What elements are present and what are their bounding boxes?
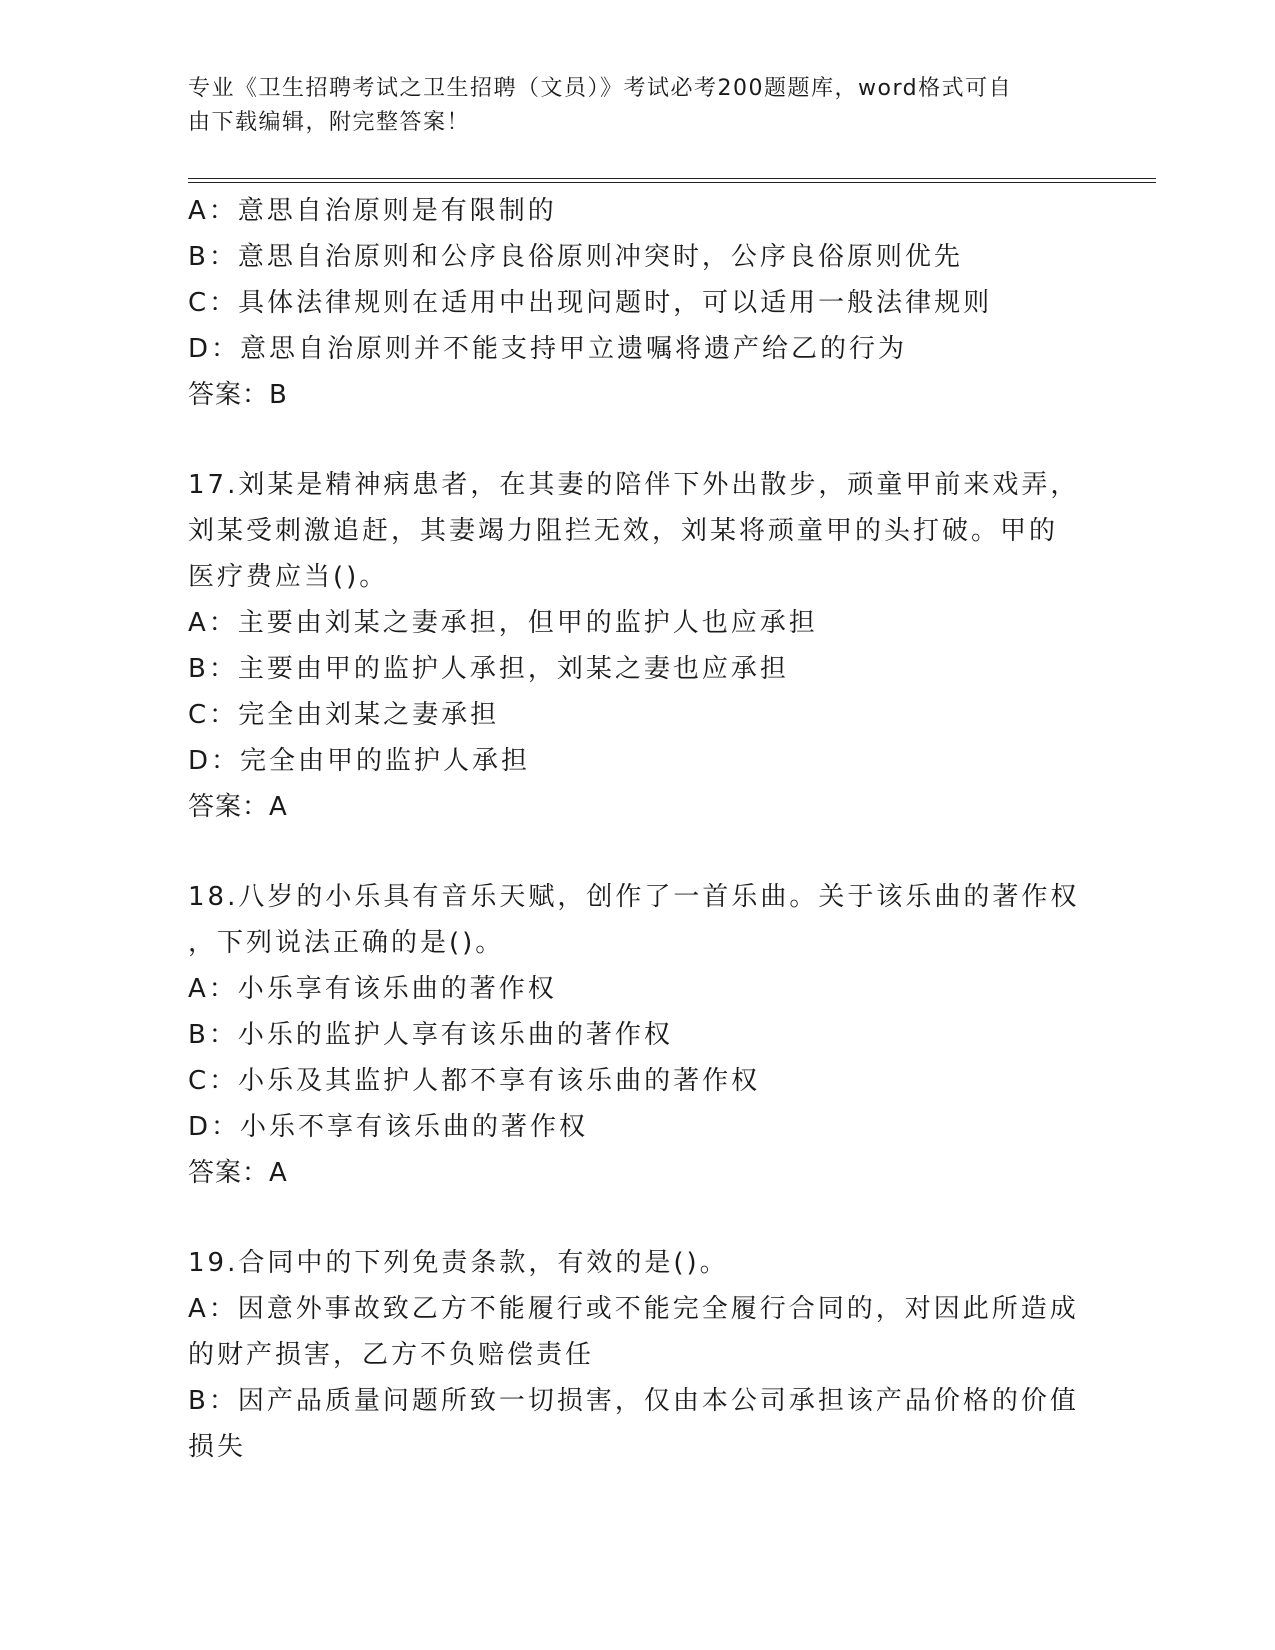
spacer [188,418,1088,462]
document-header [188,72,1068,140]
option-c: C：小乐及其监护人都不享有该乐曲的著作权 [188,1066,761,1096]
option-b: B：意思自治原则和公序良俗原则冲突时，公序良俗原则优先 [188,242,963,272]
option-b-line-1: B：因产品质量问题所致一切损害，仅由本公司承担该产品价格的价值 [188,1386,1079,1416]
header-line-2: 由下载编辑，附完整答案！ [188,110,471,135]
option-b: B：小乐的监护人享有该乐曲的著作权 [188,1020,673,1050]
option-d: D：意思自治原则并不能支持甲立遗嘱将遗产给乙的行为 [188,334,908,364]
question-stem-line-1: 18.八岁的小乐具有音乐天赋，创作了一首乐曲。关于该乐曲的著作权 [188,882,1080,912]
option-d: D：小乐不享有该乐曲的著作权 [188,1112,589,1142]
option-b-line-2: 损失 [188,1432,247,1462]
option-d: D：完全由甲的监护人承担 [188,746,531,776]
option-a: A：主要由刘某之妻承担，但甲的监护人也应承担 [188,608,818,638]
question-list [188,188,1088,1470]
option-a: A：意思自治原则是有限制的 [188,196,557,226]
option-c: C：完全由刘某之妻承担 [188,700,500,730]
header-divider-top [188,178,1156,179]
option-a-line-2: 的财产损害，乙方不负赔偿责任 [188,1340,595,1370]
question-stem-line-3: 医疗费应当()。 [188,562,389,592]
question-16 [188,188,1088,418]
question-stem-line-2: ，下列说法正确的是()。 [188,928,505,958]
spacer [188,1196,1088,1240]
option-a: A：小乐享有该乐曲的著作权 [188,974,557,1004]
question-18 [188,874,1088,1196]
option-c: C：具体法律规则在适用中出现问题时，可以适用一般法律规则 [188,288,993,318]
answer: 答案：A [188,1158,288,1188]
answer: 答案：A [188,792,288,822]
option-b: B：主要由甲的监护人承担，刘某之妻也应承担 [188,654,789,684]
question-19 [188,1240,1088,1470]
option-a-line-1: A：因意外事故致乙方不能履行或不能完全履行合同的，对因此所造成 [188,1294,1079,1324]
header-line-1: 专业《卫生招聘考试之卫生招聘（文员）》考试必考200题题库，word格式可自 [188,76,1013,101]
question-stem-line-1: 17.刘某是精神病患者，在其妻的陪伴下外出散步，顽童甲前来戏弄， [188,470,1080,500]
header-divider-bottom [188,182,1156,183]
question-17 [188,462,1088,830]
answer: 答案：B [188,380,288,410]
question-stem-line-1: 19.合同中的下列免责条款，有效的是()。 [188,1248,729,1278]
spacer [188,830,1088,874]
question-stem-line-2: 刘某受刺激追赶，其妻竭力阻拦无效，刘某将顽童甲的头打破。甲的 [188,516,1059,546]
